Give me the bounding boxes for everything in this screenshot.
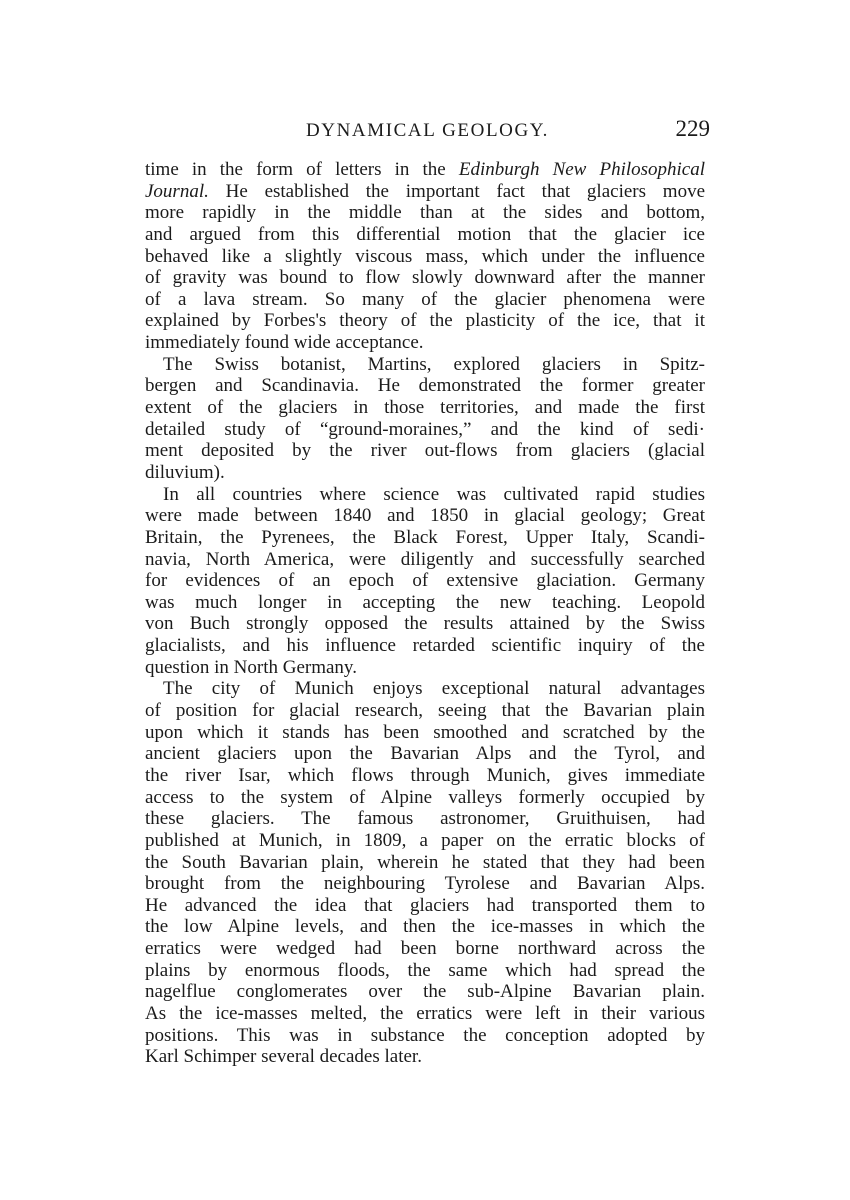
text-segment: ment deposited by the river out-flows from glaciers (glacial: [145, 440, 705, 462]
text-line: [145, 419, 705, 441]
text-segment: As the ice-masses melted, the erratics were left in their various: [145, 1002, 705, 1024]
text-segment: The city of Munich enjoys exceptional natural advantages: [163, 678, 705, 700]
text-segment: ancient glaciers upon the Bavarian Alps and the Tyrol, and: [145, 743, 705, 765]
text-segment: the South Bavarian plain, wherein he stated that they had been: [145, 851, 705, 873]
text-line: [145, 181, 705, 203]
text-segment: for evidences of an epoch of extensive glaciation. Germany: [145, 570, 705, 592]
text-line: [145, 722, 705, 744]
text-line: [145, 678, 705, 700]
text-line: [145, 289, 705, 311]
text-segment: He advanced the idea that glaciers had transported them to: [145, 894, 705, 916]
text-line: [145, 397, 705, 419]
text-segment: diluvium).: [145, 461, 225, 483]
text-line: [145, 592, 705, 614]
text-line: [145, 267, 705, 289]
text-segment: bergen and Scandinavia. He demonstrated the former greater: [145, 375, 705, 397]
text-segment: positions. This was in substance the conception adopted by: [145, 1024, 705, 1046]
text-line: [145, 202, 705, 224]
text-line: [145, 873, 705, 895]
text-segment: nagelflue conglomerates over the sub-Alpine Bavarian plain.: [145, 981, 705, 1003]
text-line: [145, 1003, 705, 1025]
text-line: [145, 808, 705, 830]
text-line: [145, 505, 705, 527]
text-line: [145, 527, 705, 549]
text-line: [145, 375, 705, 397]
text-segment: extent of the glaciers in those territories, and made the first: [145, 397, 705, 419]
text-line: [145, 1046, 705, 1068]
text-line: [145, 440, 705, 462]
text-segment: He established the important fact that glaciers move: [208, 180, 705, 202]
text-line: [145, 613, 705, 635]
text-segment: In all countries where science was cultivated rapid studies: [163, 483, 705, 505]
text-segment: question in North Germany.: [145, 656, 357, 678]
text-line: [145, 570, 705, 592]
text-line: [145, 765, 705, 787]
text-segment: were made between 1840 and 1850 in glacial geology; Great: [145, 505, 705, 527]
text-line: [145, 354, 705, 376]
text-segment: more rapidly in the middle than at the sides and bottom,: [145, 202, 705, 224]
text-segment: time in the form of letters in the: [145, 159, 459, 180]
text-segment: upon which it stands has been smoothed and scratched by the: [145, 721, 705, 743]
text-segment: was much longer in accepting the new teaching. Leopold: [145, 591, 705, 613]
text-line: [145, 657, 705, 679]
text-segment: the low Alpine levels, and then the ice-masses in which the: [145, 916, 705, 938]
text-segment: explained by Forbes's theory of the plasticity of the ice, that it: [145, 310, 705, 332]
text-segment: of position for glacial research, seeing that the Bavarian plain: [145, 700, 705, 722]
text-segment: glacialists, and his influence retarded scientific inquiry of the: [145, 635, 705, 657]
text-segment: navia, North America, were diligently and successfully searched: [145, 548, 705, 570]
running-head: [145, 116, 710, 146]
text-segment: brought from the neighbouring Tyrolese and Bavarian Alps.: [145, 873, 705, 895]
italic-text: Edinburgh New Philosophical: [458, 159, 705, 180]
text-segment: of gravity was bound to flow slowly downward after the manner: [145, 267, 705, 289]
text-segment: plains by enormous floods, the same which had spread the: [145, 959, 705, 981]
text-line: [145, 332, 705, 354]
text-segment: von Buch strongly opposed the results attained by the Swiss: [145, 613, 705, 635]
text-line: [145, 635, 705, 657]
text-segment: the river Isar, which flows through Munich, gives immediate: [145, 764, 705, 786]
text-line: [145, 484, 705, 506]
text-line: [145, 895, 705, 917]
text-line: [145, 960, 705, 982]
text-line: [145, 159, 705, 181]
text-segment: Karl Schimper several decades later.: [145, 1046, 422, 1068]
text-line: [145, 224, 705, 246]
body-text: [145, 159, 705, 1068]
text-segment: and argued from this differential motion that the glacier ice: [145, 223, 705, 245]
text-segment: published at Munich, in 1809, a paper on the erratic blocks of: [145, 829, 705, 851]
text-segment: The Swiss botanist, Martins, explored glaciers in Spitz-: [163, 353, 705, 375]
text-line: [145, 981, 705, 1003]
text-segment: of a lava stream. So many of the glacier phenomena were: [145, 288, 705, 310]
italic-text: Journal.: [145, 180, 209, 202]
text-segment: immediately found wide acceptance.: [145, 332, 424, 354]
text-line: [145, 938, 705, 960]
text-segment: behaved like a slightly viscous mass, which under the influence: [145, 245, 705, 267]
text-segment: access to the system of Alpine valleys formerly occupied by: [145, 786, 705, 808]
text-line: [145, 310, 705, 332]
text-line: [145, 700, 705, 722]
text-segment: erratics were wedged had been borne northward across the: [145, 938, 705, 960]
text-line: [145, 743, 705, 765]
text-line: [145, 787, 705, 809]
text-line: [145, 462, 705, 484]
text-segment: these glaciers. The famous astronomer, Gruithuisen, had: [145, 808, 705, 830]
text-line: [145, 916, 705, 938]
text-line: [145, 830, 705, 852]
text-line: [145, 549, 705, 571]
text-segment: detailed study of “ground-moraines,” and the kind of sedi·: [145, 418, 705, 440]
text-line: [145, 852, 705, 874]
text-line: [145, 1025, 705, 1047]
text-segment: Britain, the Pyrenees, the Black Forest, Upper Italy, Scandi-: [145, 526, 705, 548]
text-line: [145, 246, 705, 268]
page-number: 229: [675, 116, 710, 141]
running-title: DYNAMICAL GEOLOGY.: [305, 120, 550, 141]
